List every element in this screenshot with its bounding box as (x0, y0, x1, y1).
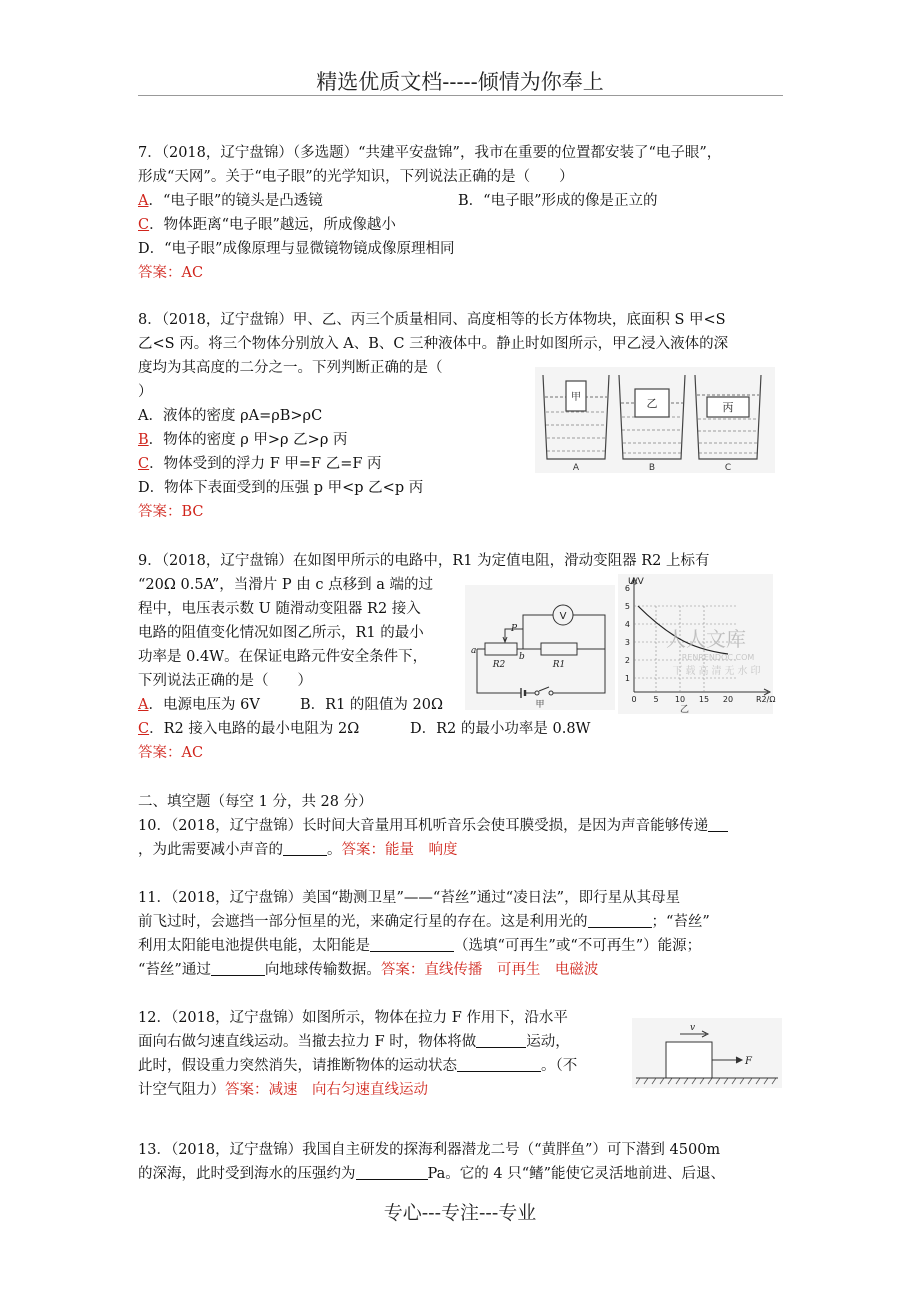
q9-option-b: B．R1 的阻值为 20Ω (300, 697, 443, 713)
q9-option-a-letter: A (138, 697, 149, 713)
q9-line4: 电路的阻值变化情况如图乙所示，R1 的最小 (138, 625, 424, 641)
q11-answer: 答案：直线传播 可再生 电磁波 (380, 962, 599, 978)
beaker-c-caption: C (724, 463, 732, 473)
ytick: 1 (624, 674, 630, 683)
q12-line3-end: 。（不 (541, 1058, 578, 1074)
q8-line4: ） (138, 384, 153, 400)
circuit-caption: 甲 (535, 700, 545, 710)
q8-option-b-text: ．物体的密度 ρ 甲>ρ 乙>ρ 丙 (148, 432, 348, 448)
q7-line1: 7．（2018，辽宁盘锦）（多选题）“共建平安盘锦”，我市在重要的位置都安装了“电子眼”， (138, 145, 722, 161)
q9-option-d: D．R2 的最小功率是 0.8W (410, 721, 591, 737)
q8-beakers-figure (535, 367, 775, 473)
q13-blank-1 (356, 1165, 428, 1181)
q10-answer: 答案：能量 响度 (341, 842, 458, 858)
q10-line2-text: ，为此需要减小声音的 (138, 842, 283, 858)
q7-option-d: D．“电子眼”成像原理与显微镜物镜成像原理相同 (138, 241, 455, 257)
q12-blank-1 (476, 1033, 526, 1049)
ytick: 3 (624, 638, 630, 647)
q9-line2: “20Ω 0.5A”，当滑片 P 由 c 点移到 a 端的过 (138, 577, 433, 593)
q10-blank-2 (283, 841, 327, 857)
q10-blank-1 (708, 817, 728, 833)
watermark-url: RENRENDOC.COM (681, 653, 755, 662)
watermark-slogan: 下载高清无水印 (672, 666, 764, 677)
xtick: 5 (653, 695, 659, 704)
q12-line2 (138, 1030, 570, 1051)
q9-graph-figure (618, 574, 776, 715)
q12-line2-text: 面向右做匀速直线运动。当撤去拉力 F 时，物体将做 (138, 1034, 477, 1050)
q13-line1: 13．（2018，辽宁盘锦）我国自主研发的探海利器潜龙二号（“黄胖鱼”）可下潜到 4500m (138, 1142, 721, 1158)
ytick: 2 (624, 656, 630, 665)
q11-line4-text: “苔丝”通过 (138, 962, 211, 978)
q9-line3: 程中，电压表示数 U 随滑动变阻器 R2 接入 (138, 601, 421, 617)
q9-option-c (138, 717, 359, 738)
q11-line1: 11．（2018，辽宁盘锦）美国“勘测卫星”——“苔丝”通过“凌日法”，即行星从其母星 (138, 890, 681, 906)
q7-option-a (138, 189, 323, 210)
ytick: 6 (624, 584, 630, 593)
q7-option-b: B．“电子眼”形成的像是正立的 (458, 193, 658, 209)
beaker-b-block-label: 乙 (646, 397, 658, 410)
q11-line3 (138, 934, 701, 955)
beaker-b-caption: B (648, 463, 656, 473)
q7-option-c-text: ．物体距离“电子眼”越远，所成像越小 (149, 217, 396, 233)
q12-answer: 答案：减速 向右匀速直线运动 (225, 1082, 428, 1098)
q11-line2-text: 前飞过时，会遮挡一部分恒星的光，来确定行星的存在。这是利用光的 (138, 914, 588, 930)
q9-option-c-letter: C (138, 721, 150, 737)
q13-line2-end: Pa。它的 4 只“鳍”能使它灵活地前进、后退、 (427, 1166, 726, 1182)
q8-line2: 乙<S 丙。将三个物体分别放入 A、B、C 三种液体中。静止时如图所示，甲乙浸入液体的深 (138, 336, 729, 352)
voltmeter-label: V (559, 611, 567, 622)
q13-line2 (138, 1162, 725, 1183)
q11-line3-text: 利用太阳能电池提供电能，太阳能是 (138, 938, 370, 954)
force-label: F (745, 1056, 752, 1067)
section-2-heading: 二、填空题（每空 1 分，共 28 分） (138, 794, 373, 810)
r1-label: R1 (552, 660, 566, 670)
beaker-a-block-label: 甲 (571, 392, 581, 403)
q7-option-c-letter: C (138, 217, 150, 233)
q11-blank-2 (370, 937, 454, 953)
xtick: 0 (631, 695, 637, 704)
q9-option-a-text: ．电源电压为 6V (148, 697, 260, 713)
moving-block (666, 1042, 712, 1078)
end-b-label: b (519, 652, 525, 662)
q8-line3: 度均为其高度的二分之一。下列判断正确的是（ (138, 360, 443, 376)
q9-line6: 下列说法正确的是（ ） (138, 673, 312, 689)
slider-p-label: P (511, 624, 518, 634)
q8-option-a: A．液体的密度 ρA=ρB>ρC (138, 408, 323, 424)
q7-option-c (138, 213, 396, 234)
q7-answer: 答案：AC (138, 265, 204, 281)
q10-line2-end: 。 (327, 842, 342, 858)
q9-option-c-text: ．R2 接入电路的最小电阻为 2Ω (149, 721, 360, 737)
beaker-c-block-label: 丙 (722, 401, 734, 414)
q8-option-b-letter: B (138, 432, 149, 448)
q10-line2 (138, 838, 458, 859)
q7-option-a-letter: A (138, 193, 149, 209)
q12-line2-end: 运动， (526, 1034, 570, 1050)
q10-line1-text: 10．（2018，辽宁盘锦）长时间大音量用耳机听音乐会使耳膜受损，是因为声音能够传递 (138, 818, 709, 834)
q8-option-b (138, 428, 347, 449)
q11-line3-end: （选填“可再生”或“不可再生”）能源； (454, 938, 702, 954)
q8-option-d: D．物体下表面受到的压强 p 甲<p 乙<p 丙 (138, 480, 424, 496)
q12-line4 (138, 1078, 428, 1099)
q12-block-figure (632, 1018, 782, 1088)
page-footer: 专心---专注---专业 (383, 1202, 537, 1224)
graph-ylabel: U/V (628, 577, 644, 587)
q9-circuit-figure (465, 585, 615, 710)
q8-line1: 8．（2018，辽宁盘锦）甲、乙、丙三个质量相同、高度相等的长方体物块，底面积 S 甲<S (138, 312, 726, 328)
q12-line4-text: 计空气阻力） (138, 1082, 225, 1098)
r2-label: R2 (492, 660, 506, 670)
beaker-a-caption: A (572, 463, 580, 473)
q11-line4 (138, 958, 598, 979)
graph-xlabel: R2/Ω (756, 695, 776, 704)
xtick: 15 (698, 695, 710, 704)
graph-caption: 乙 (680, 705, 690, 715)
q10-line1 (138, 814, 728, 835)
q11-line2-end: ；“苔丝” (651, 914, 710, 930)
q11-line4-end: 向地球传输数据。 (264, 962, 381, 978)
page-header: 精选优质文档-----倾情为你奉上 (316, 70, 604, 94)
q11-blank-1 (588, 913, 652, 929)
q9-line1: 9．（2018，辽宁盘锦）在如图甲所示的电路中，R1 为定值电阻，滑动变阻器 R2 上标有 (138, 553, 710, 569)
watermark-title: 人人文库 (666, 627, 746, 651)
q9-answer: 答案：AC (138, 745, 204, 761)
q12-line1: 12．（2018，辽宁盘锦）如图所示，物体在拉力 F 作用下，沿水平 (138, 1010, 568, 1026)
q7-line2: 形成“天网”。关于“电子眼”的光学知识，下列说法正确的是（ ） (138, 169, 574, 185)
xtick: 20 (722, 695, 734, 704)
q13-line2-text: 的深海，此时受到海水的压强约为 (138, 1166, 356, 1182)
q8-option-c-text: ．物体受到的浮力 F 甲=F 乙=F 丙 (149, 456, 382, 472)
q11-line2 (138, 910, 710, 931)
ytick: 5 (624, 602, 630, 611)
ytick: 4 (624, 620, 630, 629)
q8-option-c (138, 452, 382, 473)
q9-line5: 功率是 0.4W。在保证电路元件安全条件下， (138, 649, 428, 665)
velocity-label: v (690, 1023, 696, 1033)
q8-answer: 答案：BC (138, 504, 204, 520)
q9-option-a (138, 693, 260, 714)
q8-option-c-letter: C (138, 456, 150, 472)
end-a-label: a (471, 646, 477, 656)
q12-line3-text: 此时，假设重力突然消失，请推断物体的运动状态 (138, 1058, 457, 1074)
xtick: 10 (674, 695, 686, 704)
q7-option-a-text: ．“电子眼”的镜头是凸透镜 (148, 193, 323, 209)
q12-blank-2 (457, 1057, 541, 1073)
q11-blank-3 (211, 961, 265, 977)
header-rule (138, 95, 783, 96)
q12-line3 (138, 1054, 577, 1075)
